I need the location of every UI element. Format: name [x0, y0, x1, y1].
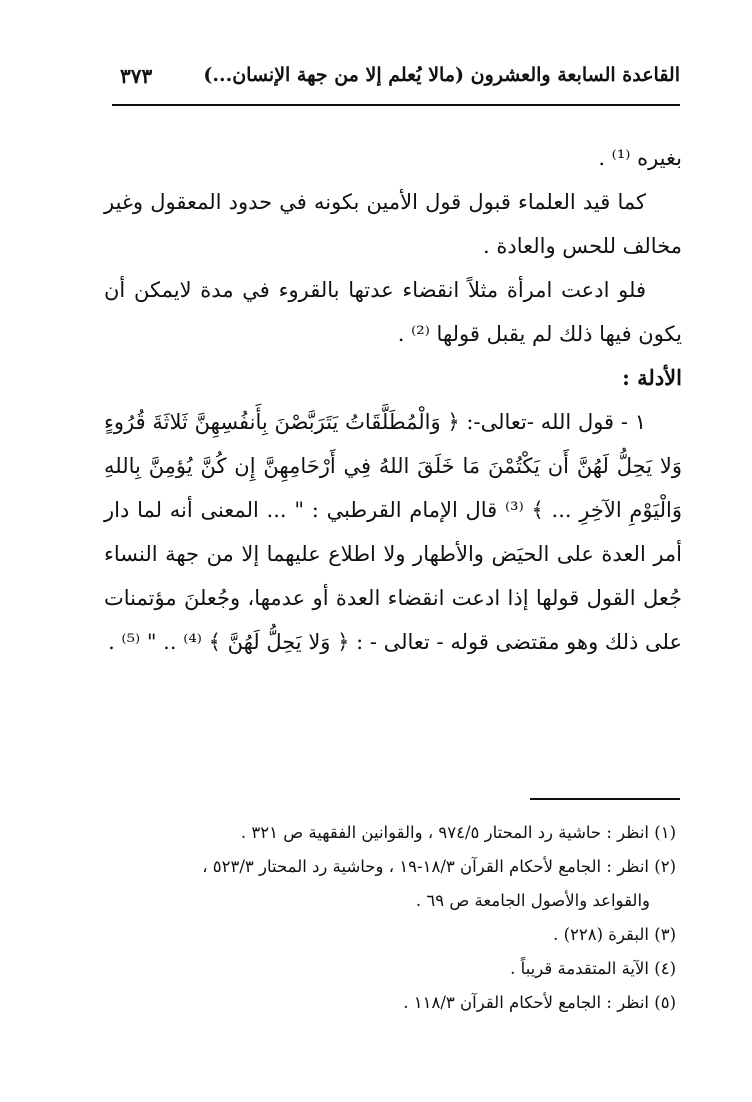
page-number: ٣٧٣ [120, 64, 153, 88]
footnote-2: (٢) انظر : الجامع لأحكام القرآن ١٨/٣-١٩ ، وحاشية رد المحتار ٥٢٣/٣ ، [202, 857, 676, 876]
footnote-1: (١) انظر : حاشية رد المحتار ٩٧٤/٥ ، والقوانين الفقهية ص ٣٢١ . [240, 823, 676, 842]
paragraph-example: فلو ادعت امرأة مثلاً انقضاء عدتها بالقروء في مدة لايمكن أن يكون فيها ذلك لم يقبل قولها ⁽²⁾ . [104, 278, 682, 346]
footnote-5: (٥) انظر : الجامع لأحكام القرآن ١١٨/٣ . [403, 993, 676, 1012]
footnote-4: (٤) الآية المتقدمة قريباً . [510, 959, 676, 978]
section-heading-evidence: الأدلة : [622, 365, 682, 390]
footnotes [104, 816, 676, 1020]
running-title: القاعدة السابعة والعشرون (مالا يُعلم إلا من جهة الإنسان...) [203, 64, 680, 86]
footnote-2-continuation: والقواعد والأصول الجامعة ص ٦٩ . [415, 891, 650, 910]
page-header [112, 58, 680, 106]
footnote-separator [530, 798, 680, 800]
paragraph-conditions: كما قيد العلماء قبول قول الأمين بكونه في حدود المعقول وغير مخالف للحس والعادة . [104, 190, 682, 258]
footnote-3: (٣) البقرة (٢٢٨) . [553, 925, 676, 944]
paragraph-evidence-1: ١ - قول الله -تعالى-: ﴿ وَالْمُطَلَّقَاتُ يَتَرَبَّصْنَ بِأَنفُسِهِنَّ ثَلاثَةَ قُرُوءٍ وَلا يَحِلُّ لَهُنَّ أَن يَكْتُمْنَ مَا خَلَقَ اللهُ فِي أَرْحَامِهِنَّ إِن كُنَّ يُؤمِنَّ بِاللهِ وَالْيَوْمِ الآخِرِ ... ﴾ ⁽³⁾ قال الإمام القرطبي : " ... المعنى أنه لما دار أمر العدة على الحيَض والأطهار ولا اطلاع عليهما إلا من جهة النساء جُعل القول قولها إذا ادعت انقضاء العدة أو عدمها، وجُعلنَ مؤتمنات على ذلك وهو مقتضى قوله - تعالى - : ﴿ وَلا يَحِلُّ لَهُنَّ ﴾ ⁽⁴⁾ .. " ⁽⁵⁾ . [104, 410, 682, 654]
main-text [104, 136, 682, 664]
paragraph-continuation: بغيره ⁽¹⁾ . [598, 146, 682, 170]
